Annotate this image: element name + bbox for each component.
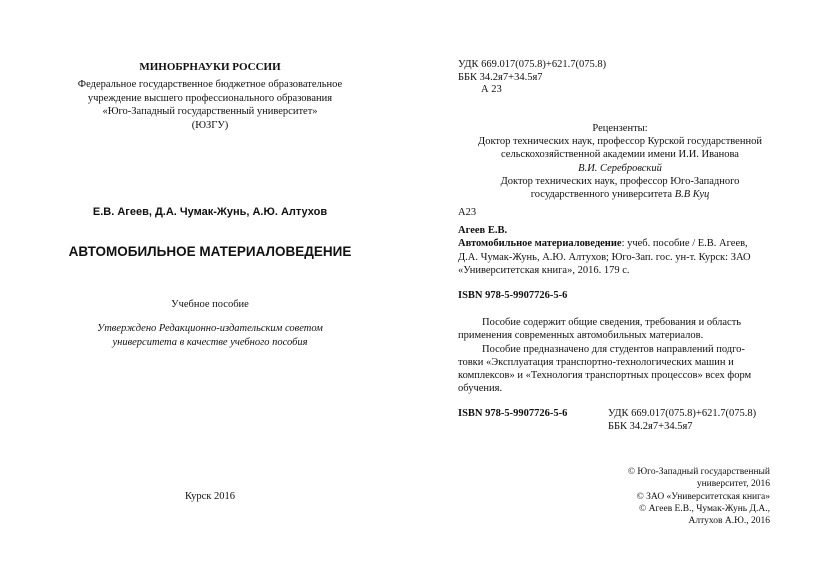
- bottom-udk: УДК 669.017(075.8)+621.7(075.8): [608, 408, 757, 419]
- book-type: Учебное пособие: [171, 299, 249, 310]
- udk-code: УДК 669.017(075.8)+621.7(075.8): [458, 59, 607, 70]
- catalog-desc: : учеб. пособие / Е.В. Агеев,: [621, 238, 748, 250]
- catalog-code: А23: [458, 207, 477, 218]
- authors: Е.В. Агеев, Д.А. Чумак-Жунь, А.Ю. Алтухов: [92, 206, 328, 218]
- catalog-author: Агеев Е.В.: [458, 225, 508, 236]
- copyright-block: [560, 466, 770, 527]
- reviewers-heading: Рецензенты:: [592, 123, 648, 134]
- catalog-entry: [458, 224, 770, 277]
- catalog-desc: Д.А. Чумак-Жунь, А.Ю. Алтухов; Юго-Зап. гос. ун-т. Курск: ЗАО: [458, 251, 751, 263]
- isbn: ISBN 978-5-9907726-5-6: [458, 290, 568, 301]
- classification-codes: [458, 59, 778, 97]
- reviewer-line: Доктор технических наук, профессор Юго-Западного: [500, 175, 740, 187]
- copyright-line: © ЗАО «Университетская книга»: [636, 491, 770, 502]
- reviewer-name: В.В Куц: [674, 189, 710, 201]
- approval-note: [40, 322, 380, 349]
- bottom-codes: [608, 407, 756, 433]
- approval-line: университета в качестве учебного пособия: [112, 336, 308, 348]
- reviewer-line: Доктор технических наук, профессор Курской государственной: [478, 136, 762, 148]
- institution-block: [40, 78, 380, 132]
- abstract-line: обучения.: [458, 383, 503, 395]
- institution-line: (ЮЗГУ): [191, 119, 229, 131]
- bottom-isbn: ISBN 978-5-9907726-5-6: [458, 408, 568, 419]
- abstract-line: применения современных автомобильных материалов.: [458, 330, 704, 342]
- copyright-line: © Юго-Западный государственный: [627, 467, 770, 477]
- reviewer-name: В.И. Серебровский: [578, 162, 662, 174]
- copyright-line: Алтухов А.Ю., 2016: [688, 516, 770, 527]
- catalog-title: Автомобильное материаловедение: [458, 238, 622, 250]
- ministry-heading: МИНОБРНАУКИ РОССИИ: [139, 61, 281, 73]
- city-year: Курск 2016: [184, 491, 236, 502]
- institution-line: «Юго-Западный государственный университет»: [102, 106, 318, 117]
- bottom-bbk: ББК 34.2я7+34.5я7: [608, 421, 693, 432]
- abstract-line: Пособие содержит общие сведения, требования и область: [482, 317, 742, 328]
- approval-line: Утверждено Редакционно-издательским советом: [97, 323, 323, 334]
- book-title: АВТОМОБИЛЬНОЕ МАТЕРИАЛОВЕДЕНИЕ: [68, 244, 352, 259]
- author-mark: А 23: [481, 84, 502, 95]
- abstract: [458, 316, 770, 396]
- abstract-line: товки «Эксплуатация транспортно-технологических машин и: [458, 356, 734, 368]
- abstract-line: Пособие предназначено для студентов направлений подго-: [482, 343, 745, 355]
- copyright-line: университет, 2016: [696, 479, 770, 490]
- reviewers-block: [440, 122, 800, 201]
- reviewer-line: сельскохозяйственной академии имени И.И. Иванова: [501, 149, 739, 161]
- reviewer-line: государственного университета: [530, 189, 673, 201]
- institution-line: Федеральное государственное бюджетное образовательное: [77, 79, 343, 90]
- catalog-desc: «Университетская книга», 2016. 179 с.: [458, 264, 630, 276]
- bbk-code: ББК 34.2я7+34.5я7: [458, 71, 543, 83]
- copyright-line: © Агеев Е.В., Чумак-Жунь Д.А.,: [639, 503, 770, 514]
- abstract-line: комплексов» и «Технология транспортных процессов» всех форм: [458, 370, 752, 382]
- institution-line: учреждение высшего профессионального образования: [87, 92, 333, 104]
